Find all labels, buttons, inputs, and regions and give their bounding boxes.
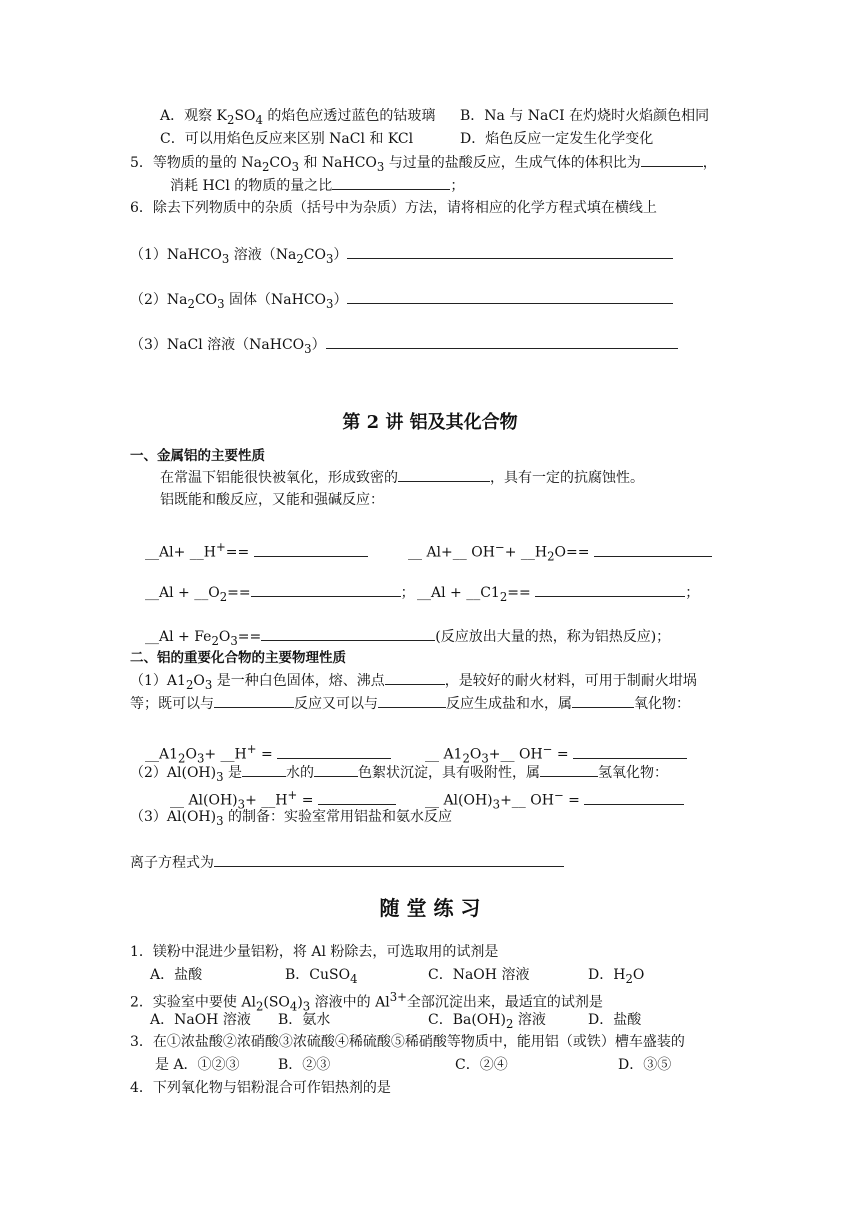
sec1-para2: 铝既能和酸反应，又能和强碱反应：	[160, 492, 384, 508]
sec1-blank-film[interactable]	[398, 467, 490, 482]
eq-aloh3-acid-blank[interactable]	[318, 790, 396, 805]
practice-title: 随 堂 练 习	[379, 896, 481, 920]
q6-blank-3[interactable]	[326, 334, 678, 349]
eq-al-acid-blank[interactable]	[254, 542, 368, 557]
eq-al2o3-acid: $\_\_A1_2O_3+$ __H+ =	[145, 739, 391, 768]
sec2-line2: 等；既可以与 反应又可以与 反应生成盐和水，属 氧化物：	[130, 693, 690, 714]
q6-item-1: （1）NaHCO$_3$ 溶液$(Na_2CO_3)$	[130, 244, 673, 269]
practice-q3-b: B．②③	[278, 1057, 331, 1073]
sec2-blank-d[interactable]	[242, 762, 286, 777]
practice-q4: 4．下列氧化物与铝粉混合可作铝热剂的是	[130, 1080, 391, 1096]
ionic-equation-blank[interactable]	[214, 852, 564, 867]
q6-item-2: $(2)Na_2CO_3$ 固体（NaHCO$_3$）	[130, 289, 673, 314]
eq-aloh3-base: __ $Al(OH)_3+\_\_$ OH− =	[425, 785, 684, 814]
eq-al-cl2-blank[interactable]	[535, 582, 685, 597]
eq-al-o2: __Al + $\_\_O_2==$ ；	[145, 582, 415, 607]
eq-thermite-blank[interactable]	[261, 626, 435, 641]
sec2-blank-a[interactable]	[214, 693, 294, 708]
practice-q2-c: C．$Ba(OH)_2$ 溶液	[428, 1012, 546, 1031]
practice-q2-b: B．氨水	[278, 1012, 331, 1028]
practice-q2-d: D．盐酸	[588, 1012, 642, 1028]
q6-item-3: （3）NaCl 溶液（NaHCO$_3$）	[130, 334, 678, 359]
eq-al2o3-base: __ $A1_2O_3+\_\_$ OH− =	[425, 739, 687, 768]
sec2-blank-f[interactable]	[540, 762, 598, 777]
section1-heading: 一、金属铝的主要性质	[130, 448, 265, 464]
eq-thermite: __Al + $Fe_2O_3==$ (反应放出大量的热，称为铝热反应)；	[145, 626, 670, 651]
q6-blank-1[interactable]	[347, 244, 673, 259]
eq-al-base-blank[interactable]	[594, 542, 712, 557]
practice-q3-c: C．②④	[455, 1057, 508, 1073]
q4-option-a: A．观察 $K_2SO_4$ 的焰色应透过蓝色的钴玻璃	[160, 108, 436, 127]
q5-line1: 5．等物质的量的 $Na_2CO_3$ 和 NaHCO$_3$ 与过量的盐酸反应，生成气体的体积比为 ，	[130, 152, 717, 177]
practice-q3: 3．在①浓盐酸②浓硝酸③浓硫酸④稀硫酸⑤稀硝酸等物质中，能用铝（或铁）槽车盛装的	[130, 1034, 685, 1050]
eq-al-base: __ Al+__ $OH^-+ \_\_H_2O==$	[408, 537, 712, 566]
section2-heading: 二、铝的重要化合物的主要物理性质	[130, 650, 346, 666]
eq-aloh3-base-blank[interactable]	[584, 790, 684, 805]
sec2-blank-c[interactable]	[572, 693, 634, 708]
q5-blank-2[interactable]	[332, 175, 450, 190]
practice-q2-a: A．NaOH 溶液	[150, 1012, 251, 1028]
practice-q1-d: D．$H_2O$	[588, 967, 645, 986]
q5-blank-1[interactable]	[641, 152, 703, 167]
practice-q3-a: 是 A．①②③	[155, 1057, 240, 1073]
practice-q3-d: D．③⑤	[618, 1057, 672, 1073]
practice-q2: 2．实验室中要使 $Al_2(SO_4)_3$ 溶液中的 $Al^{3+}$全部沉淀出来，最适宜的试剂是	[130, 990, 603, 1014]
sec2-line4: $(3)Al(OH)_3$ 的制备：实验室常用铝盐和氨水反应	[130, 809, 452, 828]
q6-blank-2[interactable]	[347, 289, 673, 304]
sec1-para1: 在常温下铝能很快被氧化，形成致密的 ，具有一定的抗腐蚀性。	[160, 467, 644, 488]
eq-aloh3-acid: __ $Al(OH)_3+$ __H+ =	[170, 785, 396, 814]
q6-intro: 6．除去下列物质中的杂质（括号中为杂质）方法，请将相应的化学方程式填在横线上	[130, 200, 657, 216]
eq-al-cl2: __Al + $\_\_C1_2==$ ；	[417, 582, 699, 607]
q5-line2: 消耗 HCl 的物质的量之比 ；	[170, 175, 464, 196]
practice-q1-b: B．CuSO$_4$	[285, 967, 358, 986]
practice-q1-a: A．盐酸	[150, 967, 203, 983]
practice-q1: 1．镁粉中混进少量铝粉，将 Al 粉除去，可选取用的试剂是	[130, 944, 499, 960]
q4-option-b: B．Na 与 NaCI 在灼烧时火焰颜色相同	[460, 108, 710, 124]
eq-al-acid: __Al+ __H+==	[145, 537, 368, 563]
eq-al-o2-blank[interactable]	[251, 582, 401, 597]
sec2-line1: $(1)A1_2O_3$ 是一种白色固体，熔、沸点 ，是较好的耐火材料，可用于制耐火坩埚	[130, 670, 697, 695]
sec2-blank-b[interactable]	[378, 693, 446, 708]
q4-option-d: D．焰色反应一定发生化学变化	[460, 131, 654, 147]
sec2-line3: $(2)Al(OH)_3$ 是 水的 色絮状沉淀，具有吸附性，属 氢氧化物：	[130, 762, 668, 787]
lecture-title: 第 2 讲 铝及其化合物	[342, 412, 518, 433]
q4-option-c: C．可以用焰色反应来区别 NaCl 和 KCl	[160, 131, 414, 147]
sec2-blank-mp[interactable]	[385, 670, 445, 685]
sec2-blank-e[interactable]	[314, 762, 358, 777]
eq-al2o3-acid-blank[interactable]	[277, 744, 391, 759]
practice-q1-c: C．NaOH 溶液	[428, 967, 530, 983]
eq-al2o3-base-blank[interactable]	[573, 744, 687, 759]
ionic-equation: 离子方程式为	[130, 852, 564, 873]
